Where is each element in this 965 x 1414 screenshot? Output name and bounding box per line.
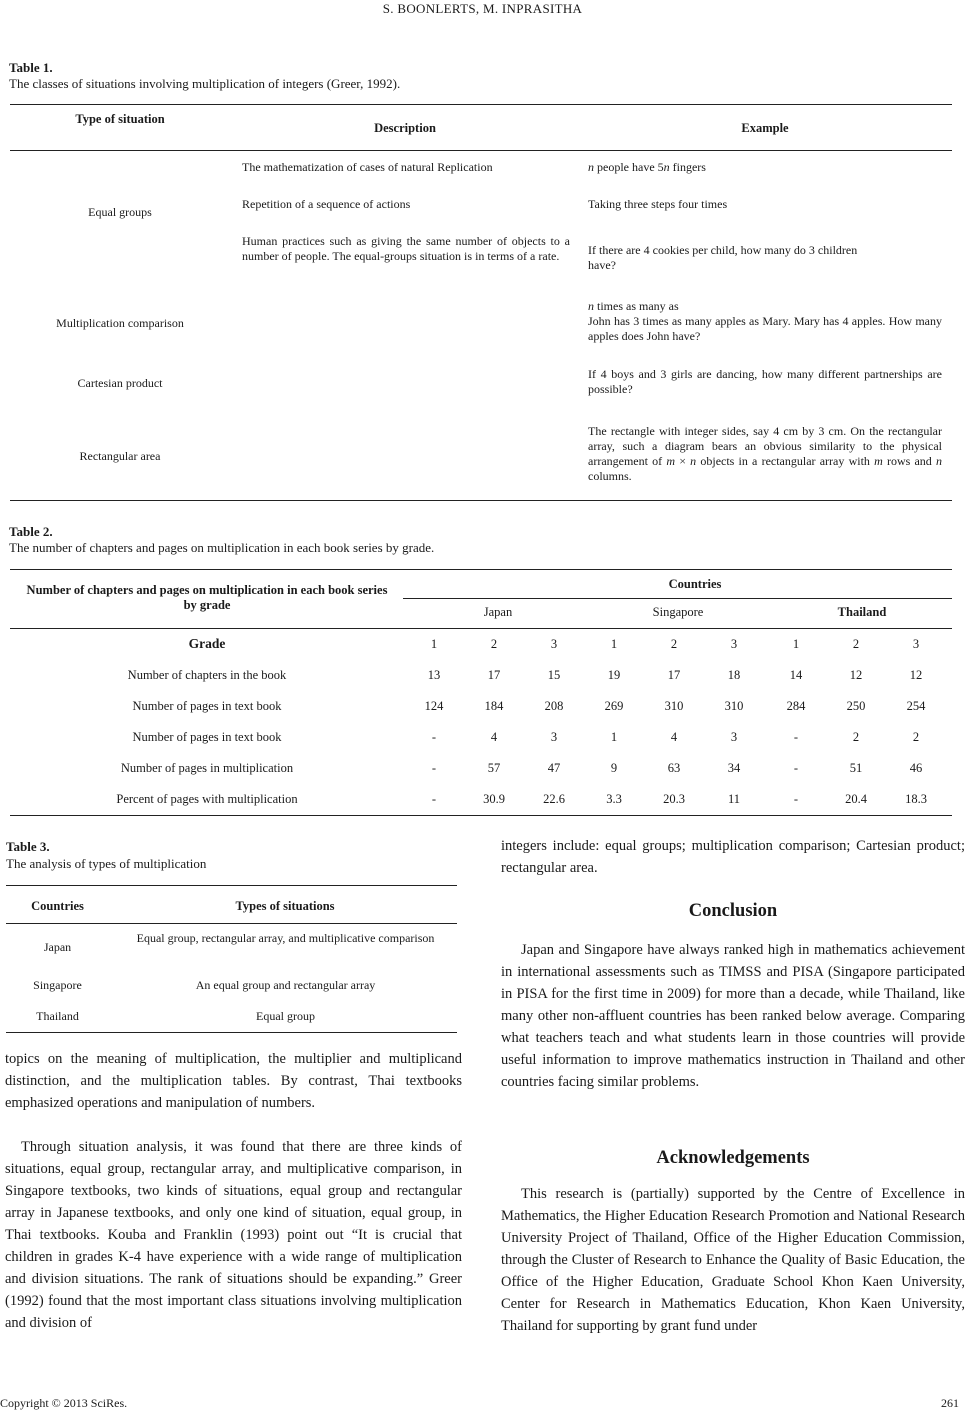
table-cell: 310	[724, 699, 744, 713]
grade-cell: 2	[490, 637, 498, 651]
table2-label: Table 2.	[9, 524, 53, 539]
table-cell: 9	[610, 761, 618, 775]
table-row	[10, 666, 952, 684]
left-paragraph-2: Through situation analysis, it was found that there are three kinds of situations, equal group, rectangular array, and multiplicative comparison, in Singapore textbooks, two kinds of situations, equal group and rectangular array in Japanese textbooks, and only one kind of situation, equal group, in Thai textbooks. Kouba and Franklin (1993) point out “It is crucial that children in grades K-4 have experience with a wide range of multiplication and division situations. The rank of situations should be expanding.” Greer (1992) found that the most important class situations involving multiplication and division of	[5, 1139, 462, 1331]
table-cell: 17	[667, 668, 681, 682]
acknowledgements-paragraph: This research is (partially) supported by the Centre of Excellence in Mathematics, the Higher Education Research Promotion and National Research University Project of Thailand, Office of the Higher Education Commission, through the Cluster of Research to Enhance the Quality of Basic Education, the Office of the Higher Education, Graduate School Khon Kaen University, Center for Research in Mathematics Education, Khon Kaen University, Thailand for supporting by grant fund under	[501, 1186, 965, 1334]
table-cell: 17	[487, 668, 501, 682]
running-header: S. BOONLERTS, M. INPRASITHA	[382, 1, 583, 16]
table3-header-rule	[6, 923, 457, 924]
conclusion-paragraph: Japan and Singapore have always ranked high in mathematics achievement in international assessments such as TIMSS and PISA (Singapore participated in PISA for the first time in 2009) for more than a decade, while Thailand, like many other non-affluent countries has been ranked below average. Comparing what teachers teach and what students learn in those countries will provide useful information to improve mathematics instruction in Thailand and other countries facing similar problems.	[501, 942, 965, 1090]
grade-cell: 2	[852, 637, 860, 651]
table2-corner-header: Number of chapters and pages on multiplication in each book series by grade	[26, 583, 388, 612]
table1-example-cookies: If there are 4 cookies per child, how many do 3 children have?	[588, 243, 858, 272]
row-label: Number of chapters in the book	[127, 668, 287, 682]
grade-cell: 1	[430, 637, 438, 651]
table3-types-thailand: Equal group	[256, 1009, 315, 1023]
grade-cell: 3	[550, 637, 558, 651]
row-label: Percent of pages with multiplication	[116, 792, 298, 806]
table-cell: 2	[912, 730, 920, 744]
table-row	[10, 790, 952, 808]
table-cell: 284	[786, 699, 806, 713]
table-row	[10, 697, 952, 715]
table1-top-rule	[10, 104, 952, 105]
table3-types-japan: Equal group, rectangular array, and multiplicative comparison	[136, 931, 435, 945]
table-cell: -	[793, 761, 799, 775]
table-cell: 46	[909, 761, 923, 775]
table1-type-cartesian-product: Cartesian product	[77, 376, 163, 390]
table-cell: 124	[424, 699, 444, 713]
table2-grade-row	[10, 635, 952, 653]
table-cell: 13	[427, 668, 441, 682]
table-cell: -	[793, 730, 799, 744]
table-cell: 18	[727, 668, 741, 682]
table1-type-equal-groups: Equal groups	[88, 205, 152, 219]
table-cell: 14	[789, 668, 803, 682]
footer-copyright: Copyright © 2013 SciRes.	[0, 1396, 128, 1410]
table-cell: 18.3	[905, 792, 927, 806]
grade-cell: 2	[670, 637, 678, 651]
table3-header-types: Types of situations	[235, 899, 335, 913]
grade-label: Grade	[188, 636, 226, 651]
table3-country-thailand: Thailand	[36, 1009, 79, 1023]
table1-example-steps: Taking three steps four times	[588, 197, 728, 211]
table-cell: 3	[730, 730, 738, 744]
table3-country-singapore: Singapore	[33, 978, 82, 992]
table-cell: 3	[550, 730, 558, 744]
table-cell: 15	[547, 668, 561, 682]
table1-example-comparison: n times as many as John has 3 times as many apples as Mary. Mary has 4 apples. How many apples does John have?	[588, 299, 942, 343]
table-cell: 1	[610, 730, 618, 744]
table-cell: 2	[852, 730, 860, 744]
row-label: Number of pages in text book	[132, 730, 282, 744]
table-cell: 3.3	[606, 792, 622, 806]
table3-caption: The analysis of types of multiplication	[6, 856, 207, 871]
table3-bottom-rule	[6, 1032, 457, 1033]
table-cell: 208	[544, 699, 564, 713]
table-cell: 63	[667, 761, 681, 775]
table-cell: 184	[484, 699, 504, 713]
table-cell: -	[431, 730, 437, 744]
table2-bottom-rule	[10, 815, 952, 816]
table1-header-type: Type of situation	[75, 112, 165, 126]
table-cell: 310	[664, 699, 684, 713]
table1-header-description: Description	[374, 121, 436, 135]
row-label: Number of pages in multiplication	[120, 761, 294, 775]
table-cell: 4	[670, 730, 678, 744]
right-paragraph-1: integers include: equal groups; multiplication comparison; Cartesian product; rectangular area.	[501, 838, 965, 876]
table1-bottom-rule	[10, 500, 952, 501]
table1-desc-human-practices: Human practices such as giving the same number of objects to a number of people. The equal-groups situation is in terms of a rate.	[242, 234, 570, 263]
table2-countries-rule	[403, 598, 952, 599]
table1-label: Table 1.	[9, 60, 53, 75]
table-cell: 250	[846, 699, 866, 713]
table2-country-singapore: Singapore	[652, 605, 704, 619]
table1-example-rectangular: The rectangle with integer sides, say 4 cm by 3 cm. On the rectangular array, such a diagram bears an obvious similarity to the physical arrangement of m × n objects in a rectangular array with m rows and n columns.	[588, 424, 942, 483]
table2-country-thailand: Thailand	[837, 605, 887, 619]
grade-cell: 3	[730, 637, 738, 651]
footer-page-number: 261	[941, 1396, 959, 1410]
table3-label: Table 3.	[6, 839, 50, 854]
table-cell: -	[431, 761, 437, 775]
left-paragraph-1: topics on the meaning of multiplication, the multiplier and multiplicand distinction, and the multiplication tables. By contrast, Thai textbooks emphasized operations and manipulation of numbers.	[5, 1051, 462, 1111]
acknowledgements-heading: Acknowledgements	[656, 1148, 810, 1168]
table-cell: 34	[727, 761, 741, 775]
table-cell: 12	[909, 668, 923, 682]
table2-header-rule	[10, 628, 952, 629]
table1-example-fingers: n people have 5n fingers	[588, 160, 706, 174]
table-row	[10, 759, 952, 777]
table1-desc-natural-replication: The mathematization of cases of natural Replication	[242, 160, 493, 174]
grade-cell: 1	[610, 637, 618, 651]
grade-cell: 1	[792, 637, 800, 651]
conclusion-heading: Conclusion	[688, 901, 778, 921]
row-label: Number of pages in text book	[132, 699, 282, 713]
grade-cell: 3	[912, 637, 920, 651]
table-cell: 269	[604, 699, 624, 713]
table-cell: 30.9	[483, 792, 505, 806]
table-row	[10, 728, 952, 746]
table1-caption: The classes of situations involving multiplication of integers (Greer, 1992).	[9, 76, 401, 91]
table-cell: 4	[490, 730, 498, 744]
table2-caption: The number of chapters and pages on multiplication in each book series by grade.	[9, 540, 435, 555]
table-cell: 51	[849, 761, 863, 775]
table-cell: 20.3	[663, 792, 685, 806]
table3-country-japan: Japan	[43, 940, 72, 954]
table2-country-japan: Japan	[483, 605, 513, 619]
table1-type-rectangular-area: Rectangular area	[79, 449, 161, 463]
table-cell: 12	[849, 668, 863, 682]
table3-types-singapore: An equal group and rectangular array	[195, 978, 376, 992]
table-cell: 254	[906, 699, 926, 713]
table1-example-cartesian: If 4 boys and 3 girls are dancing, how many different partnerships are possible?	[588, 367, 942, 396]
table-cell: 19	[607, 668, 621, 682]
table-cell: 11	[727, 792, 741, 806]
table3-header-countries: Countries	[31, 899, 84, 913]
table2-countries-header: Countries	[668, 577, 722, 591]
table-cell: -	[793, 792, 799, 806]
table-cell: 22.6	[543, 792, 565, 806]
table-cell: 57	[487, 761, 501, 775]
table-cell: -	[431, 792, 437, 806]
table1-type-multiplication-comparison: Multiplication comparison	[56, 316, 184, 330]
table1-header-rule	[10, 150, 952, 151]
table-cell: 20.4	[845, 792, 867, 806]
table3-top-rule	[6, 885, 457, 886]
table-cell: 47	[547, 761, 561, 775]
table1-desc-repetition: Repetition of a sequence of actions	[242, 197, 411, 211]
table2-top-rule	[10, 569, 952, 570]
table1-header-example: Example	[741, 121, 789, 135]
